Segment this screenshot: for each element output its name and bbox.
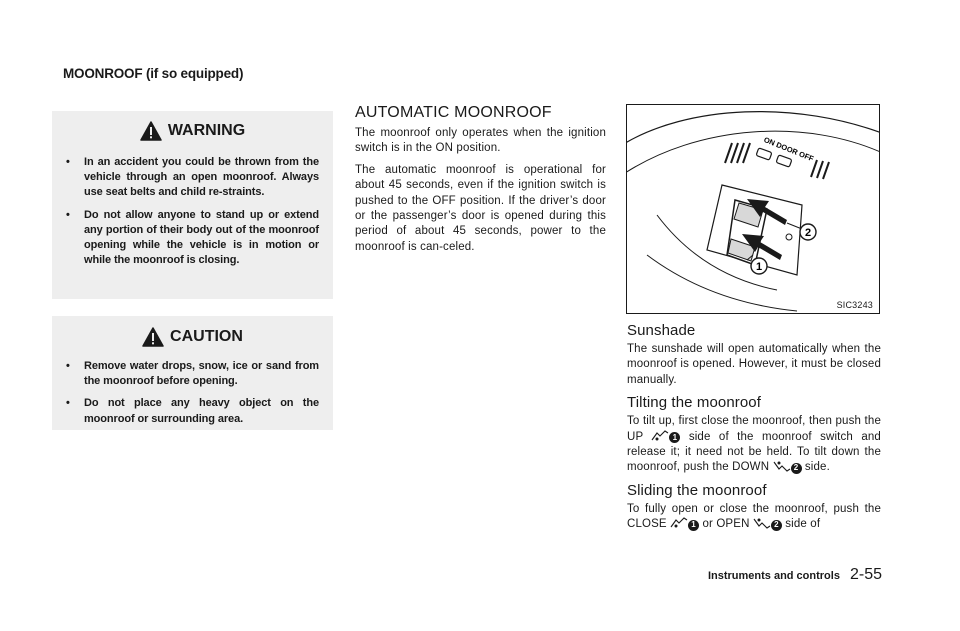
figure-code: SIC3243 [836, 300, 873, 310]
tilting-text [627, 414, 881, 476]
page-footer [700, 566, 882, 584]
automatic-paragraph-2: The automatic moonroof is operational for about 45 seconds, even if the ignition switch is pushed to the OFF position. If the driver’s door or the passenger’s door is opened during this period of about 45 seconds, power to the moonroof is can-celed. [355, 163, 606, 253]
caution-item: • Remove water drops, snow, ice or sand from the moonroof before opening. [66, 359, 319, 389]
caution-list [52, 359, 333, 427]
warning-list [52, 155, 333, 268]
right-column [627, 322, 881, 539]
sunshade-text: The sunshade will open automatically when the moonroof is opened. However, it must be closed manually. [627, 343, 881, 386]
automatic-moonroof-section [355, 104, 606, 261]
caution-box [52, 316, 333, 430]
warning-item: • In an accident you could be thrown from the vehicle through an open moonroof. Always use seat belts and child re-straints. [66, 155, 319, 201]
warning-item: • Do not allow anyone to stand up or extend any portion of their body out of the moonroof opening while the vehicle is in motion or while the moonroof is closing. [66, 208, 319, 269]
moonroof-switch-illustration [627, 105, 880, 314]
callout-2-badge: 2 [791, 463, 802, 474]
switch-up-icon [651, 430, 669, 442]
switch-down-icon [773, 460, 791, 472]
sliding-heading: Sliding the moonroof [627, 481, 767, 499]
automatic-moonroof-heading: AUTOMATIC MOONROOF [355, 104, 552, 121]
sliding-text-1: To fully open or close the moonroof, push the CLOSE [627, 502, 881, 531]
caution-item: • Do not place any heavy object on the moonroof or surrounding area. [66, 396, 319, 426]
sliding-text [627, 502, 881, 533]
warning-title: WARNING [167, 122, 246, 139]
footer-section: Instruments and controls [707, 570, 840, 582]
switch-label: ON DOOR OFF [762, 135, 815, 164]
warning-box [52, 111, 333, 299]
caution-title: CAUTION [170, 328, 243, 345]
caution-header [52, 327, 333, 347]
tilting-text-3: side. [804, 461, 830, 474]
callout-2-badge: 2 [771, 520, 782, 531]
callout-2 [800, 224, 816, 240]
callout-1-label: 1 [755, 261, 763, 273]
switch-open-icon [753, 517, 771, 529]
tilting-text-2: side of the moonroof switch and release it; it need not be held. To tilt down the moonroof, push the DOWN [627, 430, 881, 474]
warning-header [52, 121, 333, 141]
tilting-heading: Tilting the moonroof [627, 394, 762, 412]
automatic-paragraph-1: The moonroof only operates when the ignition switch is in the ON position. [355, 127, 606, 155]
callout-2-label: 2 [804, 227, 812, 239]
callout-1-badge: 1 [669, 432, 680, 443]
sliding-text-2: or OPEN [702, 518, 750, 531]
sliding-text-3: side of [785, 518, 821, 531]
tilting-text-1: To tilt up, first close the moonroof, then push the UP [627, 415, 881, 443]
sunshade-heading: Sunshade [627, 322, 696, 339]
caution-icon [142, 327, 164, 347]
moonroof-switch-figure [626, 104, 880, 314]
warning-icon [140, 121, 162, 141]
callout-1-badge: 1 [688, 520, 699, 531]
switch-close-icon [670, 517, 688, 529]
callout-1 [751, 258, 767, 274]
page-number: 2-55 [849, 566, 882, 583]
section-title: MOONROOF (if so equipped) [63, 66, 244, 81]
